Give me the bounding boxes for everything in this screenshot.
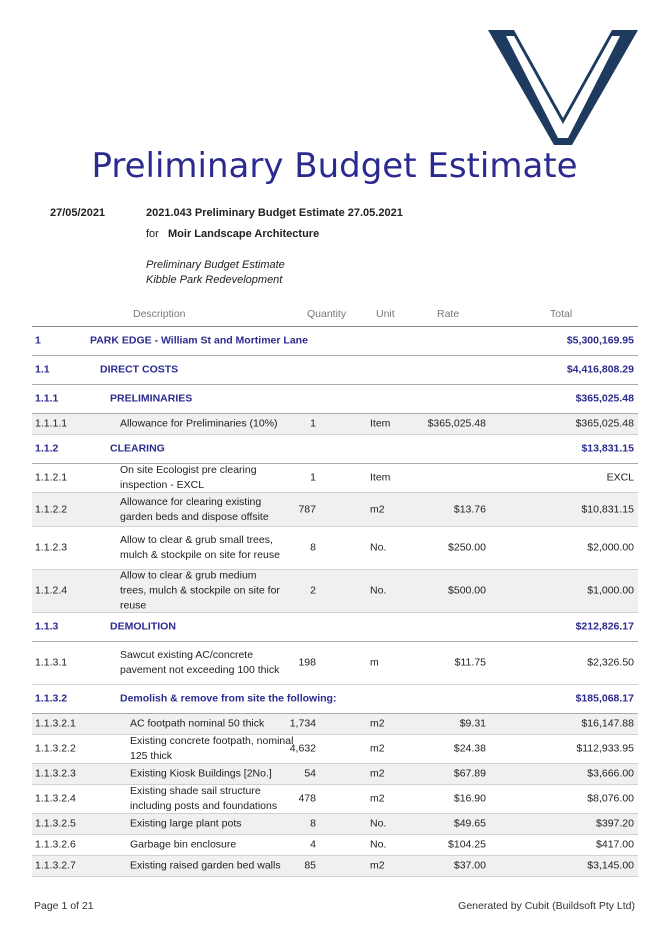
table-row <box>32 814 638 835</box>
cell-rate: $24.38 <box>453 742 486 755</box>
cell-code: 1 <box>35 334 41 347</box>
cell-unit: No. <box>370 584 387 597</box>
cell-total: $13,831.15 <box>581 442 634 455</box>
section-row <box>32 356 638 385</box>
cell-desc: Allow to clear & grub medium trees, mulch & stockpile on site for reuse <box>120 569 280 612</box>
cell-rate: $365,025.48 <box>427 417 486 430</box>
cell-code: 1.1.2 <box>35 442 59 455</box>
cell-unit: No. <box>370 838 387 851</box>
cell-desc: Existing Kiosk Buildings [2No.] <box>130 767 272 780</box>
estimate-table <box>32 327 638 877</box>
cell-total: $3,145.00 <box>587 859 634 872</box>
cell-unit: m2 <box>370 792 385 805</box>
cell-desc: On site Ecologist pre clearing inspection - EXCL <box>120 464 257 491</box>
cell-qty: 4 <box>310 838 316 851</box>
cell-desc: Demolish & remove from site the following: <box>120 692 337 705</box>
cell-code: 1.1.2.4 <box>35 584 68 597</box>
cell-qty: 1 <box>310 417 316 430</box>
cell-desc: Sawcut existing AC/concrete pavement not exceeding 100 thick <box>120 649 280 676</box>
document-reference: 2021.043 Preliminary Budget Estimate 27.05.2021 <box>146 207 403 219</box>
cell-code: 1.1.2.3 <box>35 541 68 554</box>
subtitle-line-2: Kibble Park Redevelopment <box>146 274 283 286</box>
cell-total: $10,831.15 <box>581 503 634 515</box>
cell-qty: 1,734 <box>289 717 316 730</box>
cell-desc: DEMOLITION <box>110 620 176 633</box>
cell-qty: 8 <box>310 817 316 830</box>
cell-unit: m <box>370 656 379 669</box>
cell-total: EXCL <box>606 471 634 484</box>
cell-code: 1.1.3.2.7 <box>35 859 76 872</box>
cell-code: 1.1.3.2.4 <box>35 792 76 805</box>
cell-desc: AC footpath nominal 50 thick <box>130 717 265 730</box>
column-header-total: Total <box>550 308 573 320</box>
cell-code: 1.1.3.2.3 <box>35 767 76 780</box>
cell-unit: No. <box>370 817 387 830</box>
generator-credit: Generated by Cubit (Buildsoft Pty Ltd) <box>458 900 635 912</box>
cell-qty: 198 <box>298 656 316 669</box>
cell-desc: Garbage bin enclosure <box>130 838 237 851</box>
cell-desc: Allowance for clearing existing garden beds and dispose offsite <box>120 495 269 523</box>
section-row <box>32 327 638 356</box>
cell-unit: m2 <box>370 503 385 515</box>
section-row <box>32 435 638 464</box>
cell-total: $1,000.00 <box>587 584 634 597</box>
cell-total: $212,826.17 <box>575 620 634 633</box>
cell-total: $397.20 <box>596 817 634 830</box>
cell-code: 1.1.1.1 <box>35 417 68 430</box>
table-row <box>32 493 638 527</box>
cell-total: $8,076.00 <box>587 792 634 805</box>
cell-code: 1.1.3.2.6 <box>35 838 76 851</box>
cell-rate: $49.65 <box>453 817 486 830</box>
subtitle-line-1: Preliminary Budget Estimate <box>146 259 285 271</box>
v-logo-icon <box>488 30 638 145</box>
cell-code: 1.1.3.2.5 <box>35 817 76 830</box>
cell-total: $185,068.17 <box>575 692 634 705</box>
cell-total: $2,326.50 <box>587 656 634 669</box>
cell-rate: $13.76 <box>453 503 486 515</box>
cell-desc: Existing raised garden bed walls <box>130 859 281 872</box>
cell-qty: 4,632 <box>289 742 316 755</box>
table-row <box>32 835 638 856</box>
cell-total: $365,025.48 <box>575 392 634 405</box>
cell-desc: CLEARING <box>110 442 165 455</box>
page-title: Preliminary Budget Estimate <box>91 146 578 186</box>
cell-code: 1.1.2.2 <box>35 503 68 515</box>
cell-rate: $16.90 <box>453 792 486 805</box>
cell-desc: Existing concrete footpath, nominal 125 thick <box>130 735 294 762</box>
cell-rate: $104.25 <box>448 838 486 851</box>
cell-code: 1.1.3.1 <box>35 656 68 669</box>
cell-qty: 8 <box>310 541 316 554</box>
section-row <box>32 613 638 642</box>
cell-desc: Existing large plant pots <box>130 817 242 830</box>
cell-rate: $67.89 <box>453 767 486 780</box>
cell-qty: 478 <box>298 792 316 805</box>
cell-code: 1.1.2.1 <box>35 471 68 484</box>
cell-total: $3,666.00 <box>587 767 634 780</box>
cell-desc: DIRECT COSTS <box>100 363 179 376</box>
cell-qty: 787 <box>298 503 316 515</box>
cell-desc: Existing shade sail structure including posts and foundations <box>130 785 278 812</box>
table-row <box>32 764 638 785</box>
table-row <box>32 414 638 435</box>
table-row <box>32 856 638 877</box>
column-header-quantity: Quantity <box>307 308 347 320</box>
cell-rate: $37.00 <box>453 859 486 872</box>
cell-unit: m2 <box>370 859 385 872</box>
column-header-description: Description <box>133 308 186 320</box>
cell-total: $5,300,169.95 <box>566 334 634 347</box>
page-number: Page 1 of 21 <box>34 900 94 912</box>
cell-code: 1.1.3.2.2 <box>35 742 76 755</box>
cell-total: $2,000.00 <box>587 541 634 554</box>
for-label: for <box>146 228 159 240</box>
cell-code: 1.1.1 <box>35 392 59 405</box>
document-date: 27/05/2021 <box>50 207 106 219</box>
table-row <box>32 642 638 685</box>
cell-desc: PARK EDGE - William St and Mortimer Lane <box>90 334 308 347</box>
cell-desc: Allow to clear & grub small trees, mulch & stockpile on site for reuse <box>120 534 280 561</box>
cell-desc: PRELIMINARIES <box>110 392 193 405</box>
cell-rate: $500.00 <box>448 584 486 597</box>
cell-total: $417.00 <box>596 838 634 851</box>
cell-rate: $11.75 <box>454 656 486 669</box>
section-row <box>32 385 638 414</box>
cell-unit: Item <box>370 471 391 484</box>
cell-qty: 2 <box>310 584 316 597</box>
cell-rate: $250.00 <box>448 541 486 554</box>
cell-unit: No. <box>370 541 387 554</box>
column-header-unit: Unit <box>376 308 395 320</box>
cell-qty: 85 <box>304 859 316 872</box>
cell-qty: 54 <box>304 767 316 780</box>
cell-rate: $9.31 <box>459 717 486 730</box>
cell-unit: m2 <box>370 767 385 780</box>
cell-desc: Allowance for Preliminaries (10%) <box>120 417 278 430</box>
cell-total: $365,025.48 <box>575 417 634 430</box>
cell-code: 1.1 <box>35 363 50 376</box>
table-row <box>32 785 638 814</box>
cell-unit: Item <box>370 417 391 430</box>
table-row <box>32 714 638 735</box>
column-header-rate: Rate <box>437 308 460 320</box>
table-row <box>32 735 638 764</box>
table-row <box>32 570 638 613</box>
cell-total: $16,147.88 <box>581 717 634 730</box>
table-row <box>32 527 638 570</box>
table-row <box>32 464 638 493</box>
cell-total: $4,416,808.29 <box>566 363 634 376</box>
section-row <box>32 685 638 714</box>
cell-code: 1.1.3.2.1 <box>35 717 76 730</box>
cell-code: 1.1.3 <box>35 620 59 633</box>
cell-unit: m2 <box>370 717 385 730</box>
cell-unit: m2 <box>370 742 385 755</box>
cell-qty: 1 <box>310 471 316 484</box>
cell-total: $112,933.95 <box>576 742 634 755</box>
cell-code: 1.1.3.2 <box>35 692 68 705</box>
client-name: Moir Landscape Architecture <box>168 228 320 240</box>
